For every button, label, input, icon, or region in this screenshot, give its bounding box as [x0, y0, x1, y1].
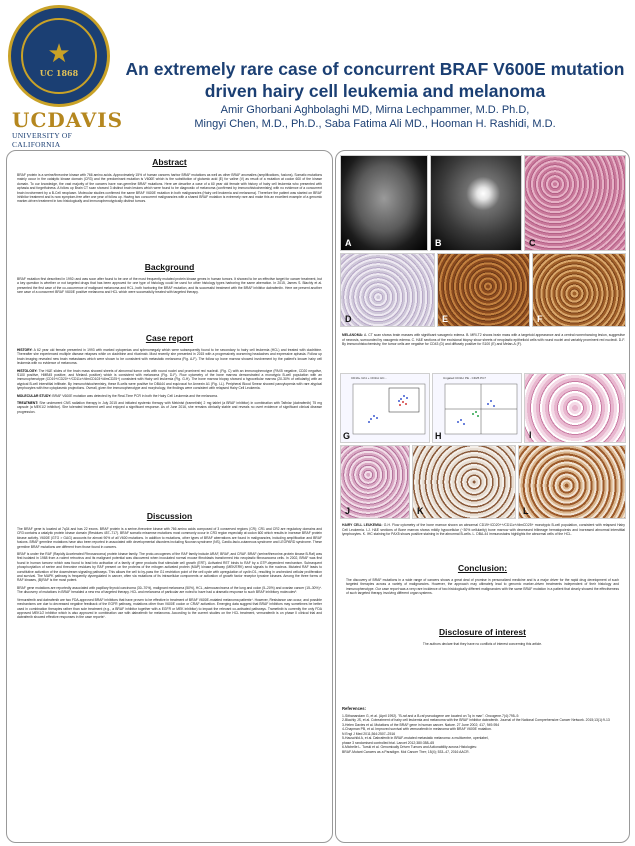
figure-k-label: K — [417, 506, 424, 516]
figure-g-label: G — [343, 431, 351, 441]
molecular-text: BRAF V600E mutation was detected by the Real-Time PCR in both the Hairy Cell Leukemia and the melanoma. — [51, 393, 218, 398]
conclusion-heading: Conclusion: — [457, 563, 508, 573]
university-of-california: UNIVERSITY OF CALIFORNIA — [12, 131, 73, 149]
seal-text: UC 1868 — [39, 68, 79, 78]
discussion-p2: BRAF is under the RAF (Rapidly Accelerated Fibrosarcoma) protein kinase family. The proto-oncogenes of the RAF family include ARAF, BRAF, and CRAF. BRAF (serine/threonine-protein kinase B-Raf) was first isolated in 1988 from a rodent retrovirus and its malignant potential was discovered when inoculated normal mouse fibroblasts transformed into neoplastic fibrosarcoma cells. In 2002, BRAF was first found in human tumors³ which was found to lead into activation of a family of gene products that stimulate cell growth (ERT). Activated RET binds to RAF by a GTP-dependent mechanism. Subsequent phosphorylation of serine and threonine residues by RAF present on the proteins of the mitogen activated protein (MAP) kinase pathway (MEK/ERK) send signals to the nucleus. Mutated RAF leads to constitutive activation of the downstream signaling pathways. This allows the cell to by-pass the G1 restriction point of the cell cycle with upregulation of cyclin D1, resulting in unchecked cellular proliferation and survival. The MAPK pathway is frequently dysregulated in cancer, often via mutations of its intracellular components or activation of growth factor receptor tyrosine kinases. Among the three forms of RAF kinases, (B)RAF is the most potent. — [17, 552, 322, 583]
disclosure-heading: Disclosure of interest — [439, 627, 526, 637]
reference-3: 3-Helen Davies et al. Mutations of the BRAF gene in human cancer. Nature. 27 June 2002; 417, 949-954 — [342, 722, 500, 727]
history-text: A 62 year old female presented in 1993 with marked cytopenias and splenomegaly which were subsequently found to be secondary to hairy cell leukemia (HCL) and treated with cladribine. Thereafter she experienced multiple disease relapses while on cladribine and rituximab. Most recently she presented in 2015 with a progressively worsening headaches and expressive aphasia. Follow up brain imaging revealed new brain metastases which were shown to be consistent with metastatic melanoma (Fig. A-F). The follow up bone marrow showed involvement by the patient's known hairy cell leukemia with no evidence of melanoma. — [17, 348, 322, 366]
disclosure-text: The authors declare that they have no conflicts of interest concerning this article. — [422, 642, 543, 646]
title-line-1: An extremely rare case of concurrent BRAF V600E mutation — [125, 59, 625, 79]
figure-f-melana-ihc — [532, 253, 626, 327]
histology-text: The H&E slides of the brain mass showed sheets of abnormal tumor cells with round nuclei and prominent red nucleoli. (Fig. C) with an immunophenotype (PAX5 negative, CD20 negative, S100 positive, HMB45 positive, and MelanA positive) which is consistent with melanoma (Fig. D-F). Flow cytometry of the bone marrow demonstrated a monotypic B-cell population with an immunophenotype (CD19+/CD20++/CD11c+/dimCD103+/dimCD25+) consistent with Hairy cell leukemia (Fig. G-H). The bone marrow biopsy showed a hypocellular marrow (20-30% of cellularity) with an atypical B-cell interstitial infiltrate. By immunohistochemistry, these B-cells were positive for DBA44 and equivocal for Annexin A1 (Fig. I-L). Peripheral Blood Smear showed pancytopenia with rare atypical lymphocytes with few cytoplasmic projections. Overall, given the immunophenotype and morphology, the findings were consistent with relapsed Hairy Cell Leukemia. — [17, 368, 322, 391]
molecular-label: MOLECULAR STUDY: — [17, 393, 52, 398]
figure-g-plot — [341, 374, 429, 442]
figure-h-plot — [433, 374, 521, 442]
histology-paragraph — [17, 369, 322, 391]
figure-k-pax5-ihc — [412, 445, 516, 519]
discussion-section — [7, 511, 332, 620]
case-report-heading: Case report — [145, 333, 194, 343]
figure-d-label: D — [345, 314, 352, 324]
treatment-text: She underwent CNS radiation therapy in July 2015 and initiated systemic therapy with Mekinist (trametinib) 2 mg tablet (a BRAF inhibitor) in combination with Tafinlar (dabrafenib) 75 mg capsule (a MEK1/2 inhibitor). She tolerated treatment well and enjoyed a significant response. As of June 2016, she remains clinically stable and reveals no overt evidence of significant clinical disease progression. — [17, 401, 322, 414]
case-report-section — [7, 333, 332, 414]
figure-c-label: C — [529, 238, 536, 248]
figure-i-bone-marrow-he — [524, 373, 626, 443]
figure-f-label: F — [537, 314, 543, 324]
reference-6: 6-Michelle L. Turski et al. Genomically Driven Tumors and Actionability across Histologies: — [342, 745, 477, 749]
discussion-heading: Discussion — [146, 511, 193, 521]
figure-l-dba44-ihc — [518, 445, 626, 519]
right-panel — [335, 150, 630, 843]
authors — [120, 103, 630, 131]
ucdavis-logo — [12, 108, 122, 149]
treatment-paragraph — [17, 401, 322, 414]
figure-j-he-high-power — [340, 445, 410, 519]
figure-g-plot-title: CD19+ Gh1 + CD11c HC... — [351, 376, 387, 380]
molecular-paragraph — [17, 394, 322, 398]
hcl-caption-label: HAIRY CELL LEUKEMIA: — [342, 523, 383, 527]
hcl-caption — [342, 523, 625, 537]
uc-seal-logo — [8, 5, 110, 107]
abstract-text: BRAF protein is a serine/threonine kinase with 766 amino acids. Approximately 15% of human cancers harbor BRAF mutations as well as other BRAF anomalies (amplifications, fusions). Somatic mutations mainly occur in the catalytic kinase domain (CR3) and the predominant mutation is V600E which is the substitution of glutamic acid (E) for valine (V) as result of a mutation at codon 600 of the kinase domain. To our knowledge, the vast majority of the cancers have non-germline BRAF mutations. Here we describe a case of a 60 year old female with history of hairy cell leukemia who presented with aphasia and forgetfulness. A follow up Brain CT scan showed 3 distinct brain lesions which were found to be diagnostic of melanoma (confirmed by immunohistochemistry) with no evidence of a concurrent brain involvement by a B-Cell neoplasm. Molecular studies confirmed the same BRAF V600E mutation in both malignancies (Hairy cell leukemia and melanoma). Therefore the patient was started on BRAF inhibitor treatment and is now symptom-free after one year of follow up. Having two concurrent malignancies with a shared BRAF mutation is extremely rare and make this an excellent example of a genomic marker-driven treatment in two histologically and immunophenotypically distinct tumors. — [17, 173, 322, 204]
authors-line-2: Mingyi Chen, M.D., Ph.D., Saba Fatima Ali MD., Hooman H. Rashidi, M.D. — [194, 118, 556, 130]
references-heading: References: — [342, 706, 366, 711]
history-paragraph — [17, 348, 322, 366]
reference-6-cont: BRAF-Mutant Cancers as a Paradigm. Mol Cancer Ther; 15(4); 533–47, 2016 AACR. — [342, 749, 470, 754]
conclusion-section — [336, 563, 629, 596]
figure-b-label: B — [435, 238, 442, 248]
reference-5-cont: phase 3 randomised controlled trial. Lancet 2012;380:358–65 — [342, 740, 435, 745]
figure-g-flow-cytometry — [340, 373, 430, 443]
figure-l-label: L — [523, 506, 529, 516]
melanoma-caption-label: MELANOMA: — [342, 333, 364, 337]
references-section — [342, 707, 624, 754]
figure-d-cd43-ihc — [340, 253, 435, 327]
reference-2: 2-Blachly JS, et al. Cotreatment of hairy cell leukemia and melanoma with the BRAF inhibitor dabrafenib. Journal of the National Comprehensive Cancer Network. 2015;13(1):9-13 — [342, 718, 610, 722]
reference-5: 5-Hauschild A, et al. Dabrafenib in BRAF-mutated metastatic melanoma: a multicentre, openlabel, — [342, 736, 489, 740]
background-section — [7, 262, 332, 295]
abstract-heading: Abstract — [152, 157, 187, 167]
authors-line-1: Amir Ghorbani Aghbolaghi MD, Mirna Lechpammer, M.D. Ph.D, — [220, 104, 530, 116]
discussion-p1: The BRAF gene is located at 7q34 and has 22 exons. BRAF protein is a serine-threonine kinase with 766 amino acids composed of 3 conserved regions (CR); CR1 and CR2 are regulatory domains and CR3 contains a catalytic protein kinase domain (Residues 457–717). BRAF somatic missense mutations most commonly occur in CR3 region especially at codon 600 which results in increase BRAF protein kinase activity. V600E (GTG > GAG) accounts for almost 90% of all V600 mutations. In addition to mutations, other types of BRAF aberrations are found in malignancies, including amplification and BRAF fusions. BRAF germline mutations have also been reported in associated with developmental disorders including Noonan syndrome (NS), Cardio-facio-cutaneous syndrome and LEOPARD syndrome. These germline BRAF mutations are different from those found in cancers. — [17, 527, 322, 549]
seal-star-icon: ★ — [47, 38, 71, 68]
reference-4: 4-Chapman PB, et al. Improved survival with vemurafenib in melanoma with BRAF V600E mutation. — [342, 727, 492, 731]
figure-c-he-section — [524, 155, 626, 251]
poster-title — [120, 58, 630, 102]
figure-a-ct-scan — [340, 155, 428, 251]
figure-i-label: I — [529, 430, 532, 440]
hcl-caption-text: G-H. Flow cytometry of the bone marrow shown an abnormal CD19+/CD20++/CD11c+/dimCD25+ monotypic B-cell population, consistent with relapsed Hairy Cell Leukemia. I-J. H&E sections of Bone marrow shows mildly hypocellular (~30% cellularity) bone marrow with decreased trilineage hematopoiesis and increased abnormal interstitial lymphocytes. K. IHC staining for PAX5 shows positive staining in the abnormal B-cells. L. DBA-44 immunostains highlights the abnormal cells of the HCL. — [342, 523, 626, 536]
figure-j-label: J — [345, 506, 351, 516]
background-heading: Background — [144, 262, 195, 272]
treatment-label: TREATMENT: — [17, 401, 39, 406]
discussion-p3: BRAF gene mutations are reportedly associated with papillary thyroid carcinoma (30–70%), malignant melanoma (50%), HCL, adenocarcinoma of the lung and colon (5–20%) and ovarian cancer (15–30%)⁴. The discovery of mutations in BRAF heralded a new era of targeted therapy. HCL and melanoma of particular are noted to have had a dramatic response to such BRAF inhibitory molecules⁵. — [17, 585, 322, 595]
figure-h-flow-cytometry — [432, 373, 522, 443]
figure-e-s100-ihc — [437, 253, 530, 327]
abstract-section — [7, 157, 332, 204]
reference-4-cont: N Engl J Med 2011;364:2507–2516 — [342, 731, 396, 736]
melanoma-caption-text: A. CT scan shows brain masses with significant vasogenic edema. B. MRI-T2 shows brain mass with a targetoid appearance and a central nonenhancing lesion, suggestive of necrosis, surrounded by vasogenic edema. C. H&E sections of the excisional biopsy show sheets of neoplastic epithelioid cells with round nuclei and variably prominent red nucleoli. D-F. By immunohistochemistry, the tumor cells are negative for CD43 (D) and diffusely positive for S100 (E) and Melan-A (F). — [342, 333, 625, 346]
figure-b-mri — [430, 155, 522, 251]
history-label: HISTORY: — [17, 348, 33, 352]
left-panel — [6, 150, 333, 843]
disclosure-section — [336, 627, 629, 646]
histology-label: HISTOLOGY: — [17, 368, 38, 373]
discussion-p4: Vemurafenib and dabrafenib are two FDA-approved BRAF inhibitors that have proven to be effective in treatment of BRAF V600E-mutated melanoma patients⁴. However, Resistance can occur, and possible mechanisms are due to decreased negative feedback of the EGFR pathway, mutations other than V600E codon or CRAF activation. Emerging data suggest that BRAF inhibitors may sometimes be better used in combination therapies rather than sole treatment (e.g., a BRAF inhibitor together with a EGFR or MEK inhibitor) to impact the relevant co-activated pathways. Trametinib is currently the only FDA approved MEK1/2 inhibitor which is also approved in combination use with dabrafenib for melanoma. According to the current studies on the HCL treatment, vemurafenib is on phase II clinical trial and dabrafenib showed effective responses in the case reports⁶. — [17, 597, 322, 620]
figure-a-label: A — [345, 238, 352, 248]
figure-e-label: E — [442, 314, 449, 324]
figure-h-label: H — [435, 431, 442, 441]
ucdavis-wordmark: UCDAVIS — [12, 108, 124, 132]
melanoma-caption — [342, 333, 625, 347]
conclusion-text: The discovery of BRAF mutations in a wide range of cancers shows a great deal of promise in personalized medicine and is a major driver for the rapid drug development of such targeted therapies across a variety of malignancies. However, the approach may ultimately lead to genomic marker-driven treatments independent of their histology and immunophenotype. Our case report was a very rare incidence of two histologically different malignancies with the same BRAF mutation in a patient that clearly showed the effectiveness of such targeted therapy involving different organ systems. — [346, 578, 619, 596]
background-text: BRAF mutation first described in 1992¹ and was soon after found to be one of the most frequently mutated protein kinase genes in human tumors. It showed to be an effective target for cancer treatment, but a key question is whether or not targeted drugs that has been approved for one type of histology could be used for other histology types harboring the same aberration. In 2015, James S. Blachly et al. presented the first case of the co-occurrence of malignant melanoma and HCL, both harboring the BRAF mutation, and its successful treatment with the BRAF inhibitor dabrafenib². Here we present another rare case of a concurrent BRAF V600E positive melanoma and HCL which were successfully treated with targeted therapy. — [17, 277, 322, 295]
reference-1: 1-Sithanandam G, et al. (April 1992). "B-raf and a B-raf pseudogene are located on 7q in man". Oncogene.7(4):795–9. — [342, 713, 520, 718]
title-line-2: driven hairy cell leukemia and melanoma — [204, 81, 546, 101]
figure-h-plot-title: Ungated CD11c PE - CD25 PC7 — [443, 376, 486, 380]
